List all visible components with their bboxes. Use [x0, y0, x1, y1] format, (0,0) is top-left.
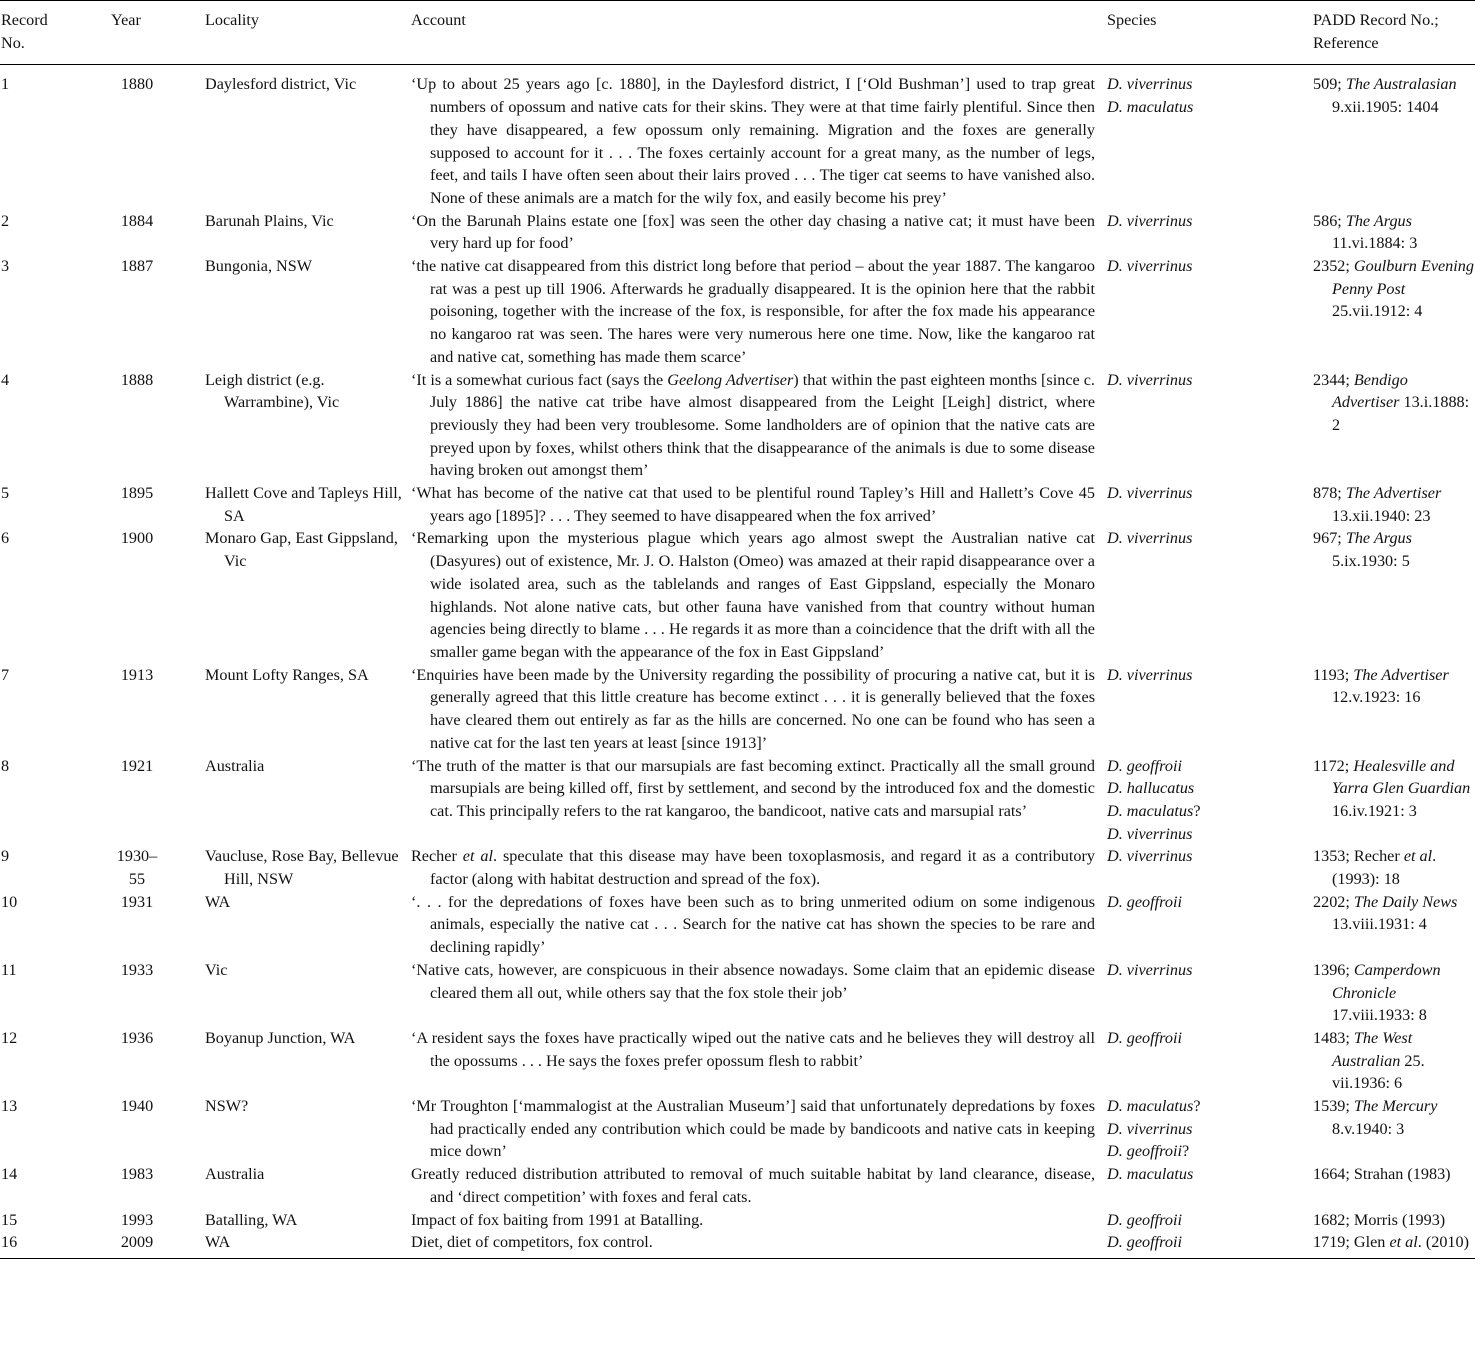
- locality-text: NSW?: [205, 1097, 249, 1116]
- account-cell: [411, 1027, 1107, 1095]
- year-cell: 1913: [120, 665, 154, 684]
- table-row: [0, 482, 1475, 527]
- account-text-italic: Geelong Advertiser: [667, 370, 794, 389]
- species-item: [1107, 664, 1313, 687]
- reference-details: 13.i.1888: 2: [1332, 393, 1470, 434]
- table-row: [0, 210, 1475, 255]
- species-item: [1107, 823, 1313, 846]
- locality-cell: [205, 255, 411, 369]
- species-item: [1107, 891, 1313, 914]
- locality-cell: [205, 664, 411, 755]
- reference-details: . (2010): [1417, 1233, 1470, 1252]
- species-item: [1107, 1095, 1313, 1118]
- reference-text: [1313, 369, 1475, 437]
- locality-cell: [205, 755, 411, 846]
- reference-text: [1313, 73, 1475, 118]
- year-cell: 1933: [120, 960, 154, 979]
- account-text-italic: et al: [462, 847, 493, 866]
- year-cell: 1895: [120, 484, 154, 503]
- species-name: D. maculatus: [1107, 801, 1194, 820]
- reference-text: [1313, 1163, 1475, 1186]
- reference-title: The Daily News: [1353, 892, 1458, 911]
- species-name: D. geoffroii: [1107, 892, 1182, 911]
- table-row: [0, 527, 1475, 663]
- reference-cell: [1313, 482, 1475, 527]
- account-text: ‘the native cat disappeared from this district long before that period – about the year 1887. The kangaroo rat was a pest up till 1906. Afterwards he gradually disappeared. It is the opinion here that the rabbit poisoning, together with the increase of the fox, is responsible, for after the fox made his appearance no kangaroo rat was seen. The hares were very numerous here one time. Now, like the kangaroo rat and native cat, something has made them scarce’: [411, 257, 1095, 366]
- account-text: Impact of fox baiting from 1991 at Batalling.: [411, 1210, 704, 1229]
- locality-text: Leigh district (e.g. Warrambine), Vic: [205, 370, 340, 412]
- reference-cell: [1313, 664, 1475, 755]
- reference-text: [1313, 755, 1475, 823]
- table-body: [0, 65, 1475, 1259]
- species-name: D. viverrinus: [1107, 257, 1193, 276]
- species-cell: [1107, 959, 1313, 1027]
- species-cell: [1107, 664, 1313, 755]
- table-row: [0, 1209, 1475, 1232]
- locality-text: Monaro Gap, East Gippsland, Vic: [205, 529, 398, 571]
- reference-text: [1313, 959, 1475, 1027]
- species-name: D. geoffroii: [1107, 1210, 1182, 1229]
- species-name: D. geoffroii: [1107, 1233, 1182, 1252]
- species-name: D. viverrinus: [1107, 665, 1193, 684]
- account-text: ‘What has become of the native cat that used to be plentiful round Tapley’s Hill and Hallett’s Cove 45 years ago [1895]? . . . They seemed to have disappeared when the fox arrived’: [411, 484, 1095, 525]
- account-text: ‘Up to about 25 years ago [c. 1880], in the Daylesford district, I [‘Old Bushman’] used to trap great numbers of opossum and native cats for their skins. They were at that time fairly plentiful. Since then they have disappeared, a few opossum only remaining. Migration and the foxes are generally supposed to account for it . . . The foxes certainly account for a great many, as the number of legs, feet, and tails I have often seen about their lairs proved . . . The tiger cat seems to have vanished also. None of these animals are a match for the wily fox, and easily become his prey’: [411, 75, 1095, 207]
- table-row: [0, 1095, 1475, 1163]
- account-text: Greatly reduced distribution attributed to removal of much suitable habitat by land clearance, disease, and ‘direct competition’ with foxes and feral cats.: [411, 1165, 1095, 1206]
- account-text-end: ) that within the past eighteen months [since c. July 1886] the native cat tribe have almost disappeared from the Leight [Leigh] district, where previously they had been very troublesome. Some landholders are of opinion that the native cats are preyed upon by foxes, whilst others think that the disappearance of the animals is due to some disease having broken out amongst them’: [430, 370, 1095, 480]
- locality-text: Vic: [205, 960, 228, 979]
- reference-details: 12.v.1923: 16: [1332, 688, 1421, 707]
- reference-record-no: 1539;: [1313, 1097, 1354, 1116]
- table-row: [0, 664, 1475, 755]
- species-name: D. viverrinus: [1107, 529, 1193, 548]
- reference-details: 11.vi.1884: 3: [1332, 234, 1418, 253]
- account-text-end: . speculate that this disease may have been toxoplasmosis, and regard it as a contributory factor (along with habitat destruction and spread of the fox).: [430, 847, 1095, 889]
- year-cell: 1983: [120, 1165, 154, 1184]
- reference-details: 8.v.1940: 3: [1332, 1119, 1405, 1138]
- species-name: D. hallucatus: [1107, 779, 1195, 798]
- reference-record-no: 1353; Recher: [1313, 847, 1404, 866]
- locality-cell: [205, 845, 411, 890]
- reference-record-no: 1172;: [1313, 756, 1354, 775]
- reference-record-no: 2352;: [1313, 257, 1354, 276]
- species-name: D. viverrinus: [1107, 960, 1193, 979]
- year-cell: 1936: [120, 1028, 154, 1047]
- year-cell: 1887: [120, 257, 154, 276]
- reference-title: Bendigo Advertiser: [1332, 370, 1408, 412]
- species-uncertain-mark: ?: [1193, 1097, 1201, 1116]
- account-cell: [411, 1209, 1107, 1232]
- species-cell: [1107, 1095, 1313, 1163]
- account-cell: [411, 482, 1107, 527]
- species-name: D. viverrinus: [1107, 824, 1193, 843]
- reference-cell: [1313, 1027, 1475, 1095]
- reference-title: The Advertiser: [1345, 484, 1442, 503]
- reference-cell: [1313, 527, 1475, 663]
- header-species: Species: [1107, 1, 1313, 65]
- species-cell: [1107, 210, 1313, 255]
- account-cell: [411, 755, 1107, 846]
- year-cell: 1940: [120, 1097, 154, 1116]
- record-no-cell: 9: [1, 847, 10, 866]
- reference-record-no: 586;: [1313, 211, 1346, 230]
- record-no-cell: 5: [1, 484, 10, 503]
- account-cell: [411, 255, 1107, 369]
- reference-details: 17.viii.1933: 8: [1332, 1006, 1427, 1025]
- reference-text: [1313, 210, 1475, 255]
- species-item: [1107, 800, 1313, 823]
- reference-record-no: 1682; Morris (1993): [1313, 1210, 1446, 1229]
- species-name: D. geoffroii: [1107, 1028, 1182, 1047]
- table-row: [0, 1231, 1475, 1258]
- locality-text: Batalling, WA: [205, 1210, 298, 1229]
- species-name: D. viverrinus: [1107, 75, 1193, 94]
- reference-title: The Mercury: [1353, 1097, 1438, 1116]
- species-item: [1107, 1118, 1313, 1141]
- reference-details: 25.vii.1912: 4: [1332, 302, 1423, 321]
- record-no-cell: 6: [1, 529, 10, 548]
- record-no-cell: 13: [1, 1097, 18, 1116]
- species-item: [1107, 1163, 1313, 1186]
- reference-record-no: 2344;: [1313, 370, 1354, 389]
- reference-title: Camperdown Chronicle: [1332, 960, 1441, 1002]
- species-uncertain-mark: ?: [1181, 1142, 1190, 1161]
- species-cell: [1107, 527, 1313, 663]
- species-cell: [1107, 755, 1313, 846]
- locality-cell: [205, 1095, 411, 1163]
- locality-cell: [205, 527, 411, 663]
- account-text: ‘The truth of the matter is that our marsupials are fast becoming extinct. Practically all the small ground marsupials are being killed off, first by settlement, and second by the introduced fox and the domestic cat. This principally refers to the rat kangaroo, the bandicoot, native cats and marsupial rats’: [411, 756, 1095, 820]
- reference-cell: [1313, 65, 1475, 210]
- species-cell: [1107, 482, 1313, 527]
- reference-text: [1313, 1095, 1475, 1140]
- locality-cell: [205, 369, 411, 483]
- reference-details: . (1993): 18: [1332, 847, 1437, 889]
- locality-text: Barunah Plains, Vic: [205, 211, 334, 230]
- reference-text: [1313, 1231, 1475, 1254]
- reference-cell: [1313, 1231, 1475, 1258]
- record-no-cell: 11: [1, 960, 17, 979]
- year-cell: 2009: [109, 1231, 205, 1258]
- reference-details: 13.viii.1931: 4: [1332, 915, 1427, 934]
- reference-title: The Advertiser: [1353, 665, 1449, 684]
- reference-record-no: 2202;: [1313, 892, 1354, 911]
- locality-cell: [205, 1163, 411, 1208]
- reference-title: The West Australian: [1332, 1028, 1413, 1070]
- species-cell: [1107, 1027, 1313, 1095]
- record-no-cell: 1: [1, 75, 10, 94]
- locality-cell: [205, 1209, 411, 1232]
- account-text: ‘Mr Troughton [‘mammalogist at the Australian Museum’] said that unfortunately depredations by foxes had practically ended any contribution which could be made by bandicoots and native cats in keeping mice down’: [411, 1097, 1095, 1161]
- reference-cell: [1313, 1209, 1475, 1232]
- reference-title: et al: [1389, 1233, 1418, 1252]
- locality-cell: [205, 959, 411, 1027]
- header-record-no: Record No.: [0, 1, 109, 65]
- species-name: D. viverrinus: [1107, 1119, 1193, 1138]
- species-item: [1107, 482, 1313, 505]
- reference-cell: [1313, 1163, 1475, 1208]
- reference-details: 13.xii.1940: 23: [1332, 506, 1431, 525]
- account-cell: [411, 65, 1107, 210]
- account-cell: [411, 1095, 1107, 1163]
- record-no-cell: 8: [1, 756, 10, 775]
- record-no-cell: 4: [1, 370, 10, 389]
- account-text: ‘On the Barunah Plains estate one [fox] was seen the other day chasing a native cat; it must have been very hard up for food’: [411, 211, 1095, 253]
- record-no-cell: 16: [0, 1231, 109, 1258]
- species-item: [1107, 1027, 1313, 1050]
- record-no-cell: 7: [1, 665, 10, 684]
- species-item: [1107, 1231, 1313, 1254]
- account-text: ‘Native cats, however, are conspicuous in their absence nowadays. Some claim that an epidemic disease cleared them all out, while others say that the fox stole their job’: [411, 960, 1095, 1002]
- record-no-cell: 2: [1, 211, 10, 230]
- table-row: [0, 845, 1475, 890]
- species-cell: [1107, 65, 1313, 210]
- reference-record-no: 1664; Strahan (1983): [1313, 1165, 1451, 1184]
- header-reference: PADD Record No.; Reference: [1313, 1, 1475, 65]
- species-item: [1107, 73, 1313, 96]
- account-cell: [411, 959, 1107, 1027]
- reference-record-no: 1483;: [1313, 1028, 1354, 1047]
- account-cell: [411, 891, 1107, 959]
- species-item: [1107, 96, 1313, 119]
- account-cell: [411, 1231, 1107, 1258]
- locality-text: Daylesford district, Vic: [205, 75, 357, 94]
- record-no-cell: 12: [1, 1028, 18, 1047]
- locality-text: Mount Lofty Ranges, SA: [205, 665, 369, 684]
- reference-text: [1313, 845, 1475, 890]
- account-cell: [411, 210, 1107, 255]
- species-cell: [1107, 1231, 1313, 1258]
- account-text: ‘A resident says the foxes have practically wiped out the native cats and he believes they will destroy all the opossums . . . He says the foxes prefer opossum flesh to rabbit’: [411, 1028, 1095, 1070]
- reference-cell: [1313, 755, 1475, 846]
- species-item: [1107, 527, 1313, 550]
- reference-details: 16.iv.1921: 3: [1332, 801, 1417, 820]
- table-row: [0, 255, 1475, 369]
- reference-record-no: 1396;: [1313, 960, 1354, 979]
- species-item: [1107, 1140, 1313, 1163]
- locality-text: WA: [205, 892, 231, 911]
- reference-record-no: 1193;: [1313, 665, 1354, 684]
- account-cell: [411, 1163, 1107, 1208]
- species-cell: [1107, 845, 1313, 890]
- reference-record-no: 1719; Glen: [1313, 1233, 1390, 1252]
- table-row: [0, 1027, 1475, 1095]
- table-row: [0, 1163, 1475, 1208]
- reference-details: 5.ix.1930: 5: [1332, 552, 1410, 571]
- species-name: D. viverrinus: [1107, 211, 1193, 230]
- reference-details: 9.xii.1905: 1404: [1332, 98, 1439, 117]
- reference-title: The Australasian: [1345, 75, 1457, 94]
- account-cell: [411, 369, 1107, 483]
- reference-title: The Argus: [1345, 529, 1412, 548]
- reference-cell: [1313, 369, 1475, 483]
- locality-text: Hallett Cove and Tapleys Hill, SA: [205, 484, 402, 525]
- record-no-cell: 10: [1, 892, 18, 911]
- header-year: Year: [109, 1, 205, 65]
- reference-text: [1313, 482, 1475, 527]
- species-item: [1107, 777, 1313, 800]
- year-cell: 1900: [120, 529, 154, 548]
- reference-text: [1313, 664, 1475, 709]
- account-text: ‘Enquiries have been made by the University regarding the possibility of procuring a native cat, but it is generally agreed that this little creature has become extinct . . . it is generally believed that the foxes have cleared them out entirely as far as the hills are concerned. No one can be found who has seen a native cat for the last ten years at least [since 1913]’: [411, 665, 1095, 752]
- species-name: D. geoffroii: [1107, 756, 1182, 775]
- species-cell: [1107, 1163, 1313, 1208]
- reference-title: Healesville and Yarra Glen Guardian: [1332, 756, 1471, 798]
- species-name: D. viverrinus: [1107, 484, 1193, 503]
- species-uncertain-mark: ?: [1193, 801, 1201, 820]
- species-item: [1107, 369, 1313, 392]
- locality-text: Bungonia, NSW: [205, 257, 313, 276]
- year-cell: 1993: [120, 1210, 154, 1229]
- account-text: [411, 845, 1107, 890]
- account-text: [411, 369, 1107, 483]
- species-item: [1107, 755, 1313, 778]
- species-item: [1107, 210, 1313, 233]
- account-cell: [411, 845, 1107, 890]
- reference-title: Goulburn Evening Penny Post: [1332, 257, 1474, 298]
- locality-text: Boyanup Junction, WA: [205, 1028, 356, 1047]
- species-cell: [1107, 891, 1313, 959]
- reference-text: [1313, 891, 1475, 936]
- species-name: D. maculatus: [1107, 1097, 1194, 1116]
- reference-details: 25. vii.1936: 6: [1332, 1051, 1425, 1093]
- reference-text: [1313, 527, 1475, 572]
- locality-text: WA: [205, 1233, 231, 1252]
- account-cell: [411, 527, 1107, 663]
- reference-title: et al: [1403, 847, 1433, 866]
- reference-cell: [1313, 891, 1475, 959]
- species-item: [1107, 959, 1313, 982]
- header-account: Account: [411, 1, 1107, 65]
- account-text: ‘. . . for the depredations of foxes have been such as to bring unmerited odium on some indigenous animals, especially the native cat . . . Search for the native cat has shown the species to be rare and declining rapidly’: [411, 892, 1095, 957]
- record-no-cell: 14: [1, 1165, 18, 1184]
- account-text: ‘Remarking upon the mysterious plague which years ago almost swept the Australian native cat (Dasyures) out of existence, Mr. J. O. Halston (Omeo) was amazed at their rapid disappearance over a wide isolated area, such as the tablelands and ranges of East Gippsland, especially the Monaro highlands. Not alone native cats, but other fauna have vanished from that country without human agencies being directly to blame . . . He regards it as more than a coincidence that the drift with all the smaller game began with the appearance of the fox in East Gippsland’: [411, 529, 1095, 661]
- reference-record-no: 967;: [1313, 529, 1346, 548]
- reference-cell: [1313, 1095, 1475, 1163]
- locality-cell: [205, 891, 411, 959]
- reference-text: [1313, 1027, 1475, 1095]
- species-name: D. maculatus: [1107, 1165, 1194, 1184]
- table-header-row: [0, 1, 1475, 65]
- species-name: D. geoffroii: [1107, 1142, 1182, 1161]
- record-no-cell: 3: [1, 257, 10, 276]
- locality-cell: [205, 65, 411, 210]
- table-row: [0, 65, 1475, 210]
- account-text-start: ‘It is a somewhat curious fact (says the: [411, 370, 668, 389]
- species-item: [1107, 1209, 1313, 1232]
- year-cell: 1884: [120, 211, 154, 230]
- account-cell: [411, 664, 1107, 755]
- species-cell: [1107, 1209, 1313, 1232]
- table-row: [0, 891, 1475, 959]
- species-name: D. maculatus: [1107, 98, 1194, 117]
- species-name: D. viverrinus: [1107, 847, 1193, 866]
- header-locality: Locality: [205, 1, 411, 65]
- species-item: [1107, 845, 1313, 868]
- reference-record-no: 509;: [1313, 75, 1346, 94]
- reference-cell: [1313, 255, 1475, 369]
- species-name: D. viverrinus: [1107, 370, 1193, 389]
- locality-cell: [205, 210, 411, 255]
- reference-text: [1313, 255, 1475, 323]
- table-row: [0, 755, 1475, 846]
- year-cell: 1888: [120, 370, 154, 389]
- species-cell: [1107, 255, 1313, 369]
- reference-record-no: 878;: [1313, 484, 1346, 503]
- reference-text: [1313, 1209, 1475, 1232]
- reference-cell: [1313, 959, 1475, 1027]
- locality-text: Australia: [205, 756, 265, 775]
- species-item: [1107, 255, 1313, 278]
- year-cell: 1921: [120, 756, 154, 775]
- account-text: Diet, diet of competitors, fox control.: [411, 1233, 653, 1252]
- reference-title: The Argus: [1345, 211, 1412, 230]
- reference-cell: [1313, 845, 1475, 890]
- locality-text: Vaucluse, Rose Bay, Bellevue Hill, NSW: [205, 847, 399, 889]
- account-text-start: Recher: [411, 847, 463, 866]
- species-cell: [1107, 369, 1313, 483]
- table-row: [0, 959, 1475, 1027]
- reference-cell: [1313, 210, 1475, 255]
- locality-cell: [205, 482, 411, 527]
- locality-cell: [205, 1231, 411, 1258]
- record-no-cell: 15: [1, 1210, 18, 1229]
- year-cell: 1880: [120, 75, 154, 94]
- year-cell: 1930–55: [116, 847, 158, 889]
- locality-cell: [205, 1027, 411, 1095]
- year-cell: 1931: [120, 892, 154, 911]
- locality-text: Australia: [205, 1165, 265, 1184]
- table-row: [0, 369, 1475, 483]
